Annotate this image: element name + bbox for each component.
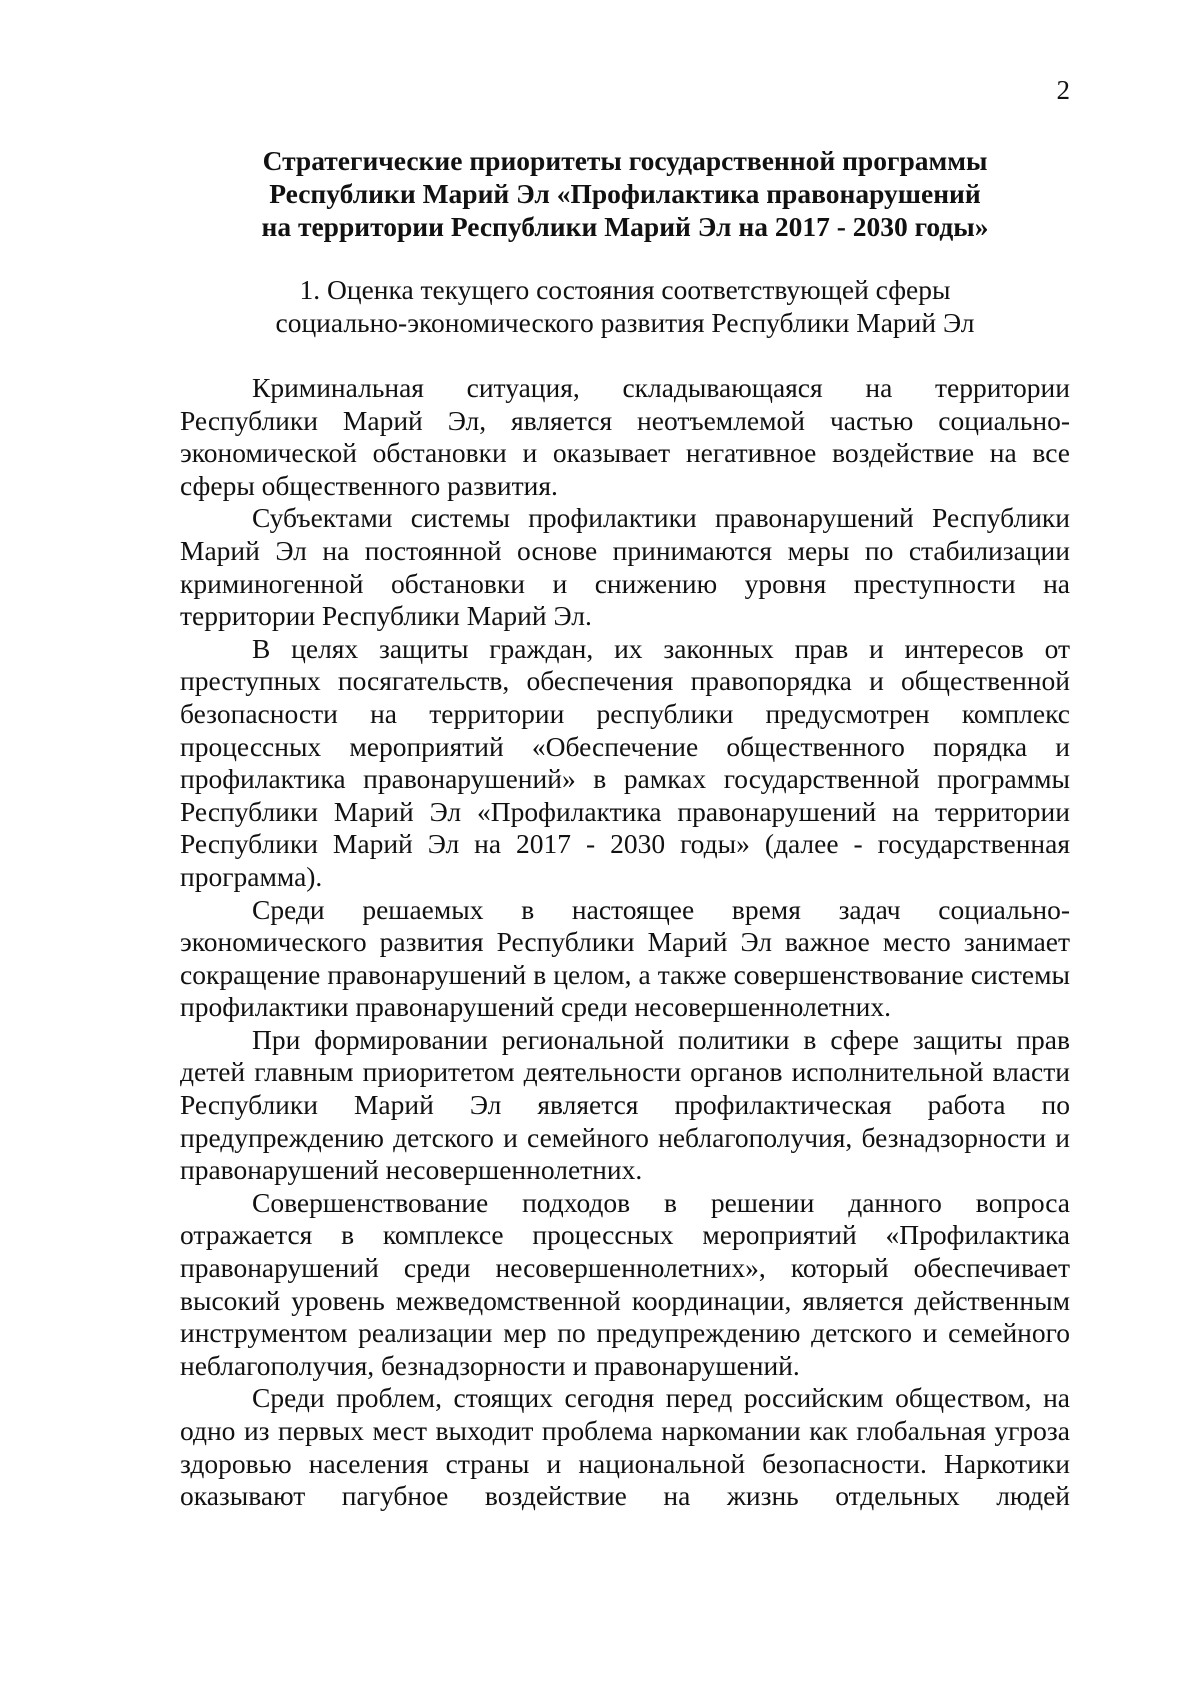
section-heading-line-2: социально-экономического развития Республики Марий Эл xyxy=(275,307,975,338)
paragraph-2: Субъектами системы профилактики правонарушений Республики Марий Эл на постоянной основе принимаются меры по стабилизации криминогенной обстановки и снижению уровня преступности на территории Республики Марий Эл. xyxy=(180,502,1070,632)
title-line-2: Республики Марий Эл «Профилактика правонарушений xyxy=(269,178,981,209)
section-heading-line-1: 1. Оценка текущего состояния соответствующей сферы xyxy=(299,274,951,305)
body-text xyxy=(180,372,1070,1513)
paragraph-5: При формировании региональной политики в сфере защиты прав детей главным приоритетом деятельности органов исполнительной власти Республики Марий Эл является профилактическая работа по предупреждению детского и семейного неблагополучия, безнадзорности и правонарушений несовершеннолетних. xyxy=(180,1023,1070,1186)
title-line-1: Стратегические приоритеты государственной программы xyxy=(262,145,988,176)
paragraph-7: Среди проблем, стоящих сегодня перед российским обществом, на одно из первых мест выходит проблема наркомании как глобальная угроза здоровью населения страны и национальной безопасности. Наркотики оказывают пагубное воздействие на жизнь отдельных людей xyxy=(180,1382,1070,1512)
paragraph-3: В целях защиты граждан, их законных прав и интересов от преступных посягательств, обеспечения правопорядка и общественной безопасности на территории республики предусмотрен комплекс процессных мероприятий «Обеспечение общественного порядка и профилактика правонарушений» в рамках государственной программы Республики Марий Эл «Профилактика правонарушений на территории Республики Марий Эл на 2017 - 2030 годы» (далее - государственная программа). xyxy=(180,632,1070,892)
page-number: 2 xyxy=(1056,75,1070,105)
paragraph-4: Среди решаемых в настоящее время задач социально-экономического развития Республики Марий Эл важное место занимает сокращение правонарушений в целом, а также совершенствование системы профилактики правонарушений среди несовершеннолетних. xyxy=(180,893,1070,1023)
title-line-3: на территории Республики Марий Эл на 2017 - 2030 годы» xyxy=(261,211,989,242)
paragraph-1: Криминальная ситуация, складывающаяся на территории Республики Марий Эл, является неотъемлемой частью социально-экономической обстановки и оказывает негативное воздействие на все сферы общественного развития. xyxy=(180,372,1070,501)
paragraph-6: Совершенствование подходов в решении данного вопроса отражается в комплексе процессных мероприятий «Профилактика правонарушений среди несовершеннолетних», который обеспечивает высокий уровень межведомственной координации, является действенным инструментом реализации мер по предупреждению детского и семейного неблагополучия, безнадзорности и правонарушений. xyxy=(180,1186,1070,1381)
section-heading xyxy=(175,273,1075,339)
document-title xyxy=(175,144,1075,243)
